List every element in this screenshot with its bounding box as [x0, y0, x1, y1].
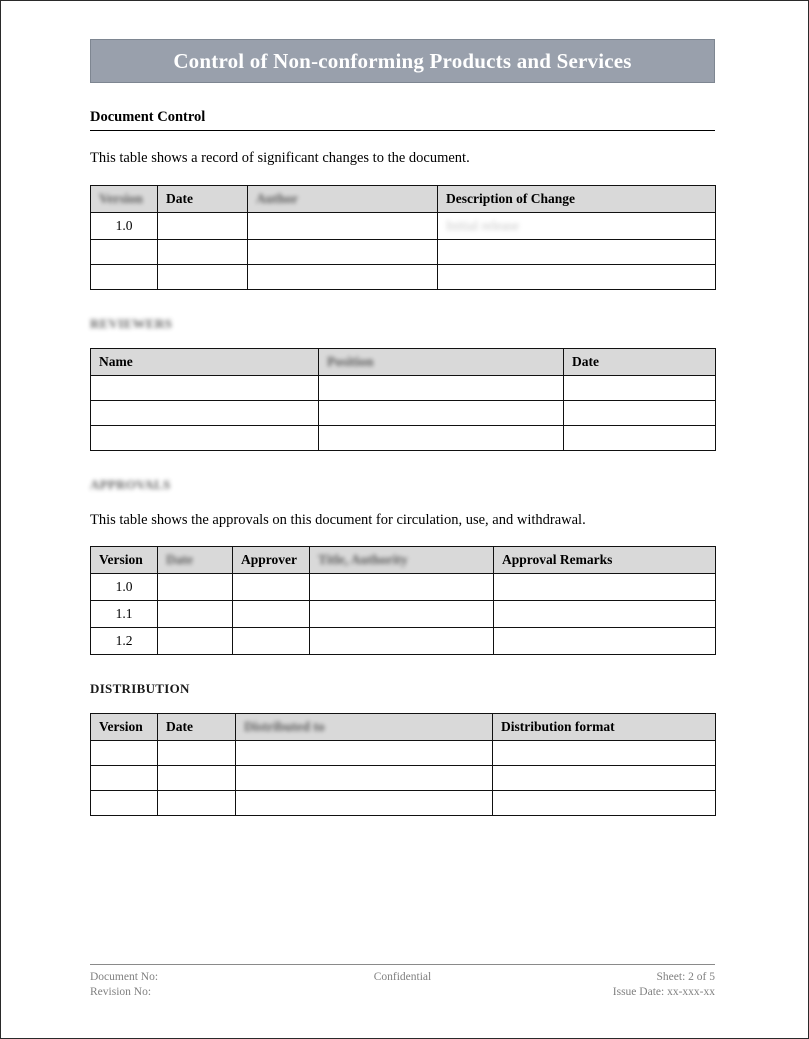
column-header-author: [248, 185, 438, 212]
column-header-title-authority-text: Title, Authority: [318, 552, 408, 568]
cell-position[interactable]: [319, 425, 564, 450]
cell-date[interactable]: [158, 601, 233, 628]
document-control-table: [90, 185, 716, 290]
table-row[interactable]: [91, 574, 716, 601]
reviewers-heading-text: REVIEWERS: [90, 315, 173, 331]
column-header-position: [319, 348, 564, 375]
cell-date[interactable]: [158, 212, 248, 239]
column-header-position-text: Position: [327, 353, 374, 369]
cell-distributed-to[interactable]: [236, 741, 493, 766]
table-row[interactable]: [91, 425, 716, 450]
cell-title-authority[interactable]: [310, 574, 494, 601]
table-header-row: [91, 547, 716, 574]
column-header-version: Version: [91, 547, 158, 574]
column-header-date-text: Date: [166, 552, 193, 568]
column-header-date: [158, 547, 233, 574]
distribution-table: [90, 713, 716, 816]
column-header-version: [91, 185, 158, 212]
approvals-table: [90, 546, 716, 655]
table-header-row: [91, 714, 716, 741]
cell-approver[interactable]: [233, 601, 310, 628]
cell-date[interactable]: [158, 766, 236, 791]
cell-distributed-to[interactable]: [236, 791, 493, 816]
column-header-distribution-format: Distribution format: [493, 714, 716, 741]
cell-approver[interactable]: [233, 574, 310, 601]
column-header-description-of-change: Description of Change: [438, 185, 716, 212]
column-header-date: Date: [158, 714, 236, 741]
cell-name[interactable]: [91, 400, 319, 425]
document-control-heading: Document Control: [90, 109, 715, 131]
cell-version[interactable]: 1.0: [91, 212, 158, 239]
cell-position[interactable]: [319, 375, 564, 400]
cell-date[interactable]: [158, 264, 248, 289]
table-row[interactable]: [91, 741, 716, 766]
document-content: [90, 1, 715, 816]
cell-name[interactable]: [91, 375, 319, 400]
cell-date[interactable]: [158, 574, 233, 601]
column-header-distributed-to: [236, 714, 493, 741]
cell-date[interactable]: [564, 425, 716, 450]
cell-remarks[interactable]: [494, 601, 716, 628]
cell-format[interactable]: [493, 791, 716, 816]
cell-author[interactable]: [248, 239, 438, 264]
table-row[interactable]: [91, 212, 716, 239]
reviewers-table: [90, 348, 716, 451]
cell-description[interactable]: [438, 239, 716, 264]
column-header-approver: Approver: [233, 547, 310, 574]
cell-version[interactable]: [91, 239, 158, 264]
cell-distributed-to[interactable]: [236, 766, 493, 791]
cell-description[interactable]: [438, 264, 716, 289]
column-header-version: Version: [91, 714, 158, 741]
cell-date[interactable]: [564, 400, 716, 425]
cell-version[interactable]: [91, 741, 158, 766]
cell-remarks[interactable]: [494, 574, 716, 601]
cell-title-authority[interactable]: [310, 601, 494, 628]
column-header-date: Date: [158, 185, 248, 212]
column-header-approval-remarks: Approval Remarks: [494, 547, 716, 574]
cell-remarks[interactable]: [494, 628, 716, 655]
table-row[interactable]: [91, 264, 716, 289]
footer-revision-no: Revision No:: [90, 985, 152, 998]
column-header-date: Date: [564, 348, 716, 375]
page-title: Control of Non-conforming Products and Services: [173, 48, 632, 73]
document-control-intro: This table shows a record of significant changes to the document.: [90, 150, 470, 166]
table-row[interactable]: [91, 766, 716, 791]
footer-row-bottom: [90, 985, 715, 1000]
table-row[interactable]: [91, 601, 716, 628]
approvals-heading: [90, 477, 715, 493]
footer-row-top: [90, 970, 715, 985]
column-header-title-authority: [310, 547, 494, 574]
cell-position[interactable]: [319, 400, 564, 425]
cell-format[interactable]: [493, 766, 716, 791]
table-row[interactable]: [91, 239, 716, 264]
cell-date[interactable]: [158, 791, 236, 816]
cell-date[interactable]: [564, 375, 716, 400]
page-footer: [90, 964, 715, 1000]
cell-version[interactable]: 1.2: [91, 628, 158, 655]
cell-description[interactable]: [438, 212, 716, 239]
table-header-row: [91, 185, 716, 212]
column-header-distributed-to-text: Distributed to: [244, 719, 325, 735]
cell-description-text: Initial release: [446, 217, 520, 233]
cell-date[interactable]: [158, 741, 236, 766]
distribution-heading: DISTRIBUTION: [90, 681, 190, 697]
cell-version[interactable]: [91, 791, 158, 816]
column-header-version-text: Version: [99, 190, 143, 206]
cell-date[interactable]: [158, 239, 248, 264]
reviewers-heading: [90, 316, 715, 332]
approvals-intro: This table shows the approvals on this document for circulation, use, and withdrawal.: [90, 511, 586, 528]
table-row[interactable]: [91, 791, 716, 816]
cell-author[interactable]: [248, 212, 438, 239]
footer-sheet-number: Sheet: 2 of 5: [656, 971, 715, 983]
cell-version[interactable]: 1.1: [91, 601, 158, 628]
column-header-author-text: Author: [256, 190, 299, 206]
cell-version[interactable]: [91, 264, 158, 289]
cell-date[interactable]: [158, 628, 233, 655]
cell-format[interactable]: [493, 741, 716, 766]
table-row[interactable]: [91, 375, 716, 400]
table-header-row: [91, 348, 716, 375]
document-title-banner: [90, 39, 715, 83]
footer-confidential: Confidential: [373, 971, 432, 983]
cell-title-authority[interactable]: [310, 628, 494, 655]
column-header-name: Name: [91, 348, 319, 375]
footer-issue-date: Issue Date: xx-xxx-xx: [612, 985, 715, 998]
approvals-heading-text: APPROVALS: [90, 476, 171, 492]
cell-version[interactable]: [91, 766, 158, 791]
table-row[interactable]: [91, 628, 716, 655]
table-row[interactable]: [91, 400, 716, 425]
footer-document-no: Document No:: [90, 971, 159, 983]
cell-approver[interactable]: [233, 628, 310, 655]
cell-name[interactable]: [91, 425, 319, 450]
cell-author[interactable]: [248, 264, 438, 289]
cell-version[interactable]: 1.0: [91, 574, 158, 601]
